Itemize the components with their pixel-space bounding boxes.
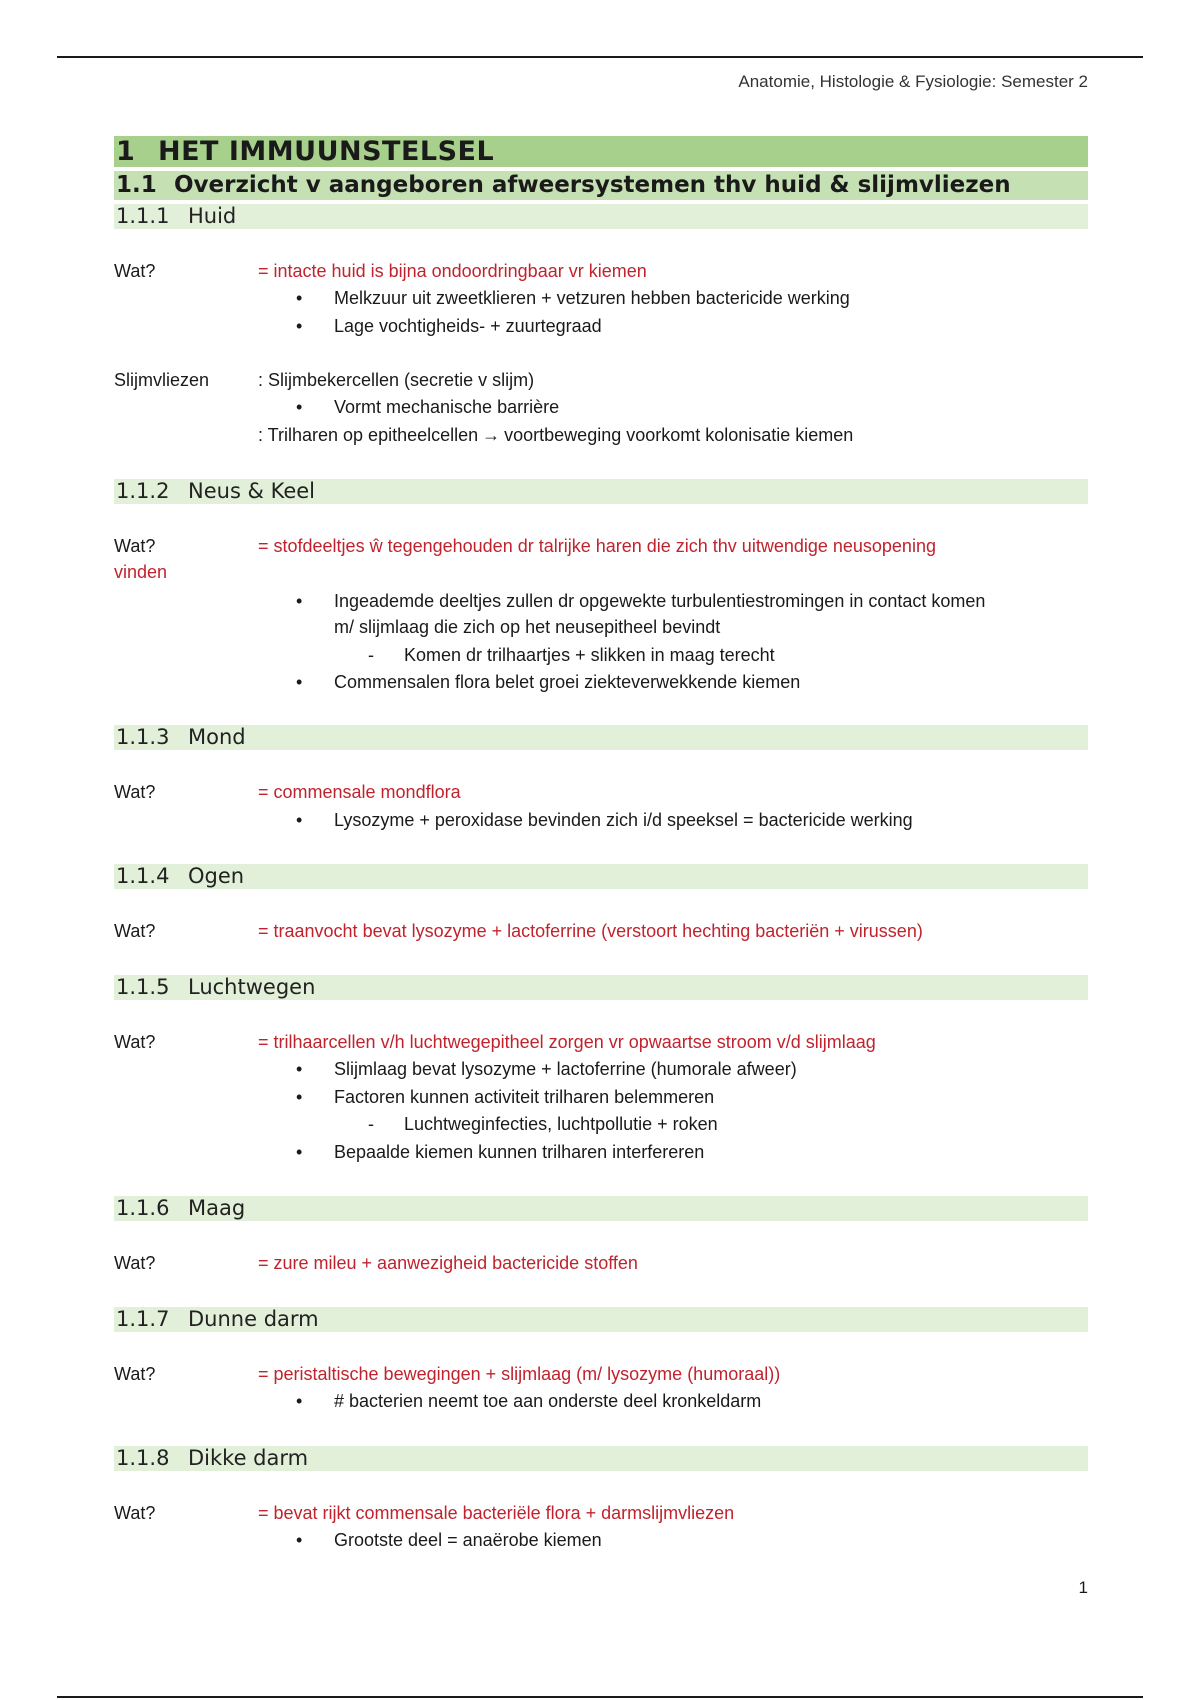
definition: = stofdeeltjes ŵ tegengehouden dr talrijke haren die zich thv uitwendige neusopening: [258, 536, 936, 556]
wat-label: Wat?: [114, 1503, 156, 1523]
chapter-title: HET IMMUUNSTELSEL: [158, 136, 495, 167]
subsection-number: 1.1.3: [116, 725, 170, 749]
slijmvliezen-label: Slijmvliezen: [114, 370, 210, 390]
subsection-heading-luchtwegen: [114, 975, 1088, 1000]
bullet-text: Bepaalde kiemen kunnen trilharen interfereren: [334, 1142, 705, 1162]
subsection-number: 1.1.7: [116, 1307, 170, 1331]
bullet-symbol: •: [296, 591, 303, 611]
slijmvliezen-line: : Slijmbekercellen (secretie v slijm): [258, 370, 535, 390]
definition: = commensale mondflora: [258, 782, 461, 802]
subsection-heading-neus: [114, 479, 1088, 504]
sub-bullet-symbol: -: [368, 1114, 374, 1134]
section-heading: [114, 171, 1088, 200]
subsection-number: 1.1.5: [116, 975, 170, 999]
bullet-symbol: •: [296, 1530, 303, 1550]
bullet-text: Vormt mechanische barrière: [334, 397, 560, 417]
sub-bullet-symbol: -: [368, 645, 374, 665]
subsection-heading-dikke-darm: [114, 1446, 1088, 1471]
bullet-text: Commensalen flora belet groei ziekteverwekkende kiemen: [334, 672, 801, 692]
subsection-heading-dunne-darm: [114, 1307, 1088, 1332]
bullet-symbol: •: [296, 1391, 303, 1411]
definition-continued: vinden: [114, 562, 168, 582]
subsection-number: 1.1.6: [116, 1196, 170, 1220]
bullet-symbol: •: [296, 1087, 303, 1107]
running-header: Anatomie, Histologie & Fysiologie: Semester 2: [738, 72, 1088, 91]
subsection-number: 1.1.8: [116, 1446, 170, 1470]
top-rule: [57, 56, 1143, 58]
subsection-title: Dunne darm: [188, 1307, 319, 1331]
bullet-symbol: •: [296, 397, 303, 417]
arrow-right-icon: →: [482, 425, 501, 445]
definition: = trilhaarcellen v/h luchtwegepitheel zorgen vr opwaartse stroom v/d slijmlaag: [258, 1032, 876, 1052]
subsection-heading-mond: [114, 725, 1088, 750]
subsection-title: Neus & Keel: [188, 479, 316, 503]
section-title: Overzicht v aangeboren afweersystemen thv huid & slijmvliezen: [174, 172, 1011, 198]
wat-label: Wat?: [114, 536, 156, 556]
sub-bullet-text: Komen dr trilhaartjes + slikken in maag terecht: [404, 645, 775, 665]
bullet-symbol: •: [296, 672, 303, 692]
subsection-heading-maag: [114, 1196, 1088, 1221]
bottom-rule: [57, 1696, 1143, 1698]
line-text: voortbeweging voorkomt kolonisatie kiemen: [504, 425, 854, 445]
bullet-symbol: •: [296, 810, 303, 830]
definition: = intacte huid is bijna ondoordringbaar vr kiemen: [258, 261, 647, 281]
subsection-title: Huid: [188, 204, 237, 228]
wat-label: Wat?: [114, 1253, 156, 1273]
definition: = bevat rijkt commensale bacteriële flora + darmslijmvliezen: [258, 1503, 735, 1523]
wat-label: Wat?: [114, 1364, 156, 1384]
slijmvliezen-line: [258, 423, 853, 447]
bullet-text: Lage vochtigheids- + zuurtegraad: [334, 316, 602, 336]
bullet-symbol: •: [296, 288, 303, 308]
wat-label: Wat?: [114, 782, 156, 802]
subsection-title: Mond: [188, 725, 246, 749]
sub-bullet-text: Luchtweginfecties, luchtpollutie + roken: [404, 1114, 718, 1134]
bullet-text: # bacterien neemt toe aan onderste deel kronkeldarm: [334, 1391, 762, 1411]
subsection-heading-ogen: [114, 864, 1088, 889]
line-text: : Trilharen op epitheelcellen: [258, 425, 479, 445]
bullet-text: Slijmlaag bevat lysozyme + lactoferrine (humorale afweer): [334, 1059, 797, 1079]
wat-label: Wat?: [114, 921, 156, 941]
subsection-title: Maag: [188, 1196, 246, 1220]
bullet-text-continued: m/ slijmlaag die zich op het neusepitheel bevindt: [334, 617, 721, 637]
chapter-number: 1: [116, 136, 136, 167]
definition: = peristaltische bewegingen + slijmlaag (m/ lysozyme (humoraal)): [258, 1364, 781, 1384]
page-number: 1: [1078, 1578, 1088, 1597]
subsection-title: Ogen: [188, 864, 245, 888]
bullet-text: Grootste deel = anaërobe kiemen: [334, 1530, 602, 1550]
bullet-text: Melkzuur uit zweetklieren + vetzuren hebben bactericide werking: [334, 288, 850, 308]
bullet-symbol: •: [296, 1142, 303, 1162]
wat-label: Wat?: [114, 261, 156, 281]
bullet-text: Lysozyme + peroxidase bevinden zich i/d speeksel = bactericide werking: [334, 810, 913, 830]
definition: = zure mileu + aanwezigheid bactericide stoffen: [258, 1253, 638, 1273]
chapter-heading: [114, 136, 1088, 167]
bullet-symbol: •: [296, 1059, 303, 1079]
subsection-heading-huid: [114, 204, 1088, 229]
wat-label: Wat?: [114, 1032, 156, 1052]
subsection-number: 1.1.4: [116, 864, 170, 888]
subsection-title: Luchtwegen: [188, 975, 316, 999]
bullet-symbol: •: [296, 316, 303, 336]
bullet-text: Factoren kunnen activiteit trilharen belemmeren: [334, 1087, 715, 1107]
section-number: 1.1: [116, 172, 157, 198]
definition: = traanvocht bevat lysozyme + lactoferrine (verstoort hechting bacteriën + virussen): [258, 921, 923, 941]
subsection-number: 1.1.1: [116, 204, 170, 228]
subsection-number: 1.1.2: [116, 479, 170, 503]
bullet-text: Ingeademde deeltjes zullen dr opgewekte turbulentiestromingen in contact komen: [334, 591, 986, 611]
subsection-title: Dikke darm: [188, 1446, 309, 1470]
